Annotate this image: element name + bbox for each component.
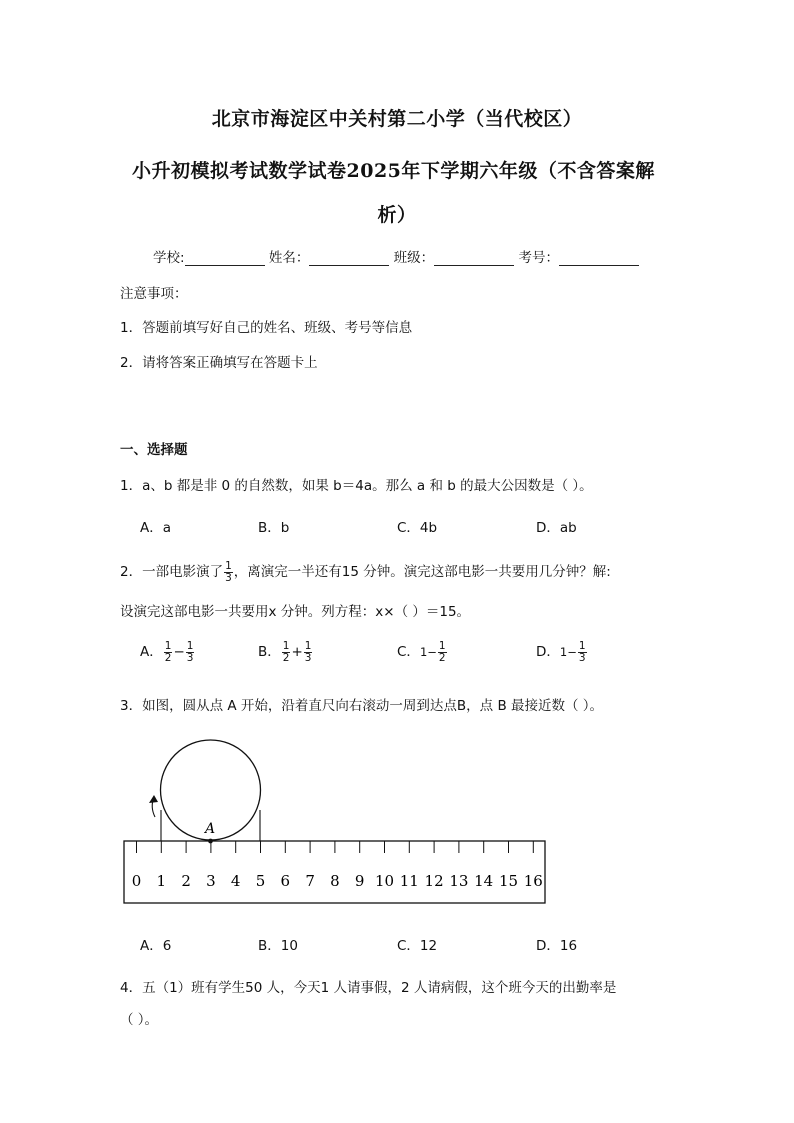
frac-num: 1: [164, 639, 172, 652]
notice-item-2: 2．请将答案正确填写在答题卡上: [120, 355, 318, 371]
ruler-labels: [132, 872, 543, 890]
ruler-number-label: 8: [330, 872, 340, 890]
question-2-line2: 设演完这部电影一共要用x 分钟。列方程：x×（ ）＝15。: [120, 604, 471, 620]
q2-option-d[interactable]: [536, 640, 588, 664]
ruler-number-label: 16: [523, 872, 543, 890]
q2-b-label: B．: [258, 644, 281, 660]
ruler-number-label: 12: [424, 872, 444, 890]
question-4-line1: 4．五（1）班有学生50 人，今天1 人请事假，2 人请病假，这个班今天的出勤率是: [120, 980, 617, 996]
q2-a-frac1: [164, 641, 173, 664]
frac-num: 1: [304, 639, 312, 652]
ruler-number-label: 0: [131, 872, 142, 890]
q2-text-b: ，离演完一半还有15 分钟。演完这部电影一共要用几分钟？解:: [233, 564, 611, 580]
ruler-number-label: 6: [280, 872, 291, 890]
q2-d-frac: [578, 641, 587, 664]
frac-den: 3: [304, 651, 312, 664]
q2-a-frac2: [186, 641, 195, 664]
exam-no-blank[interactable]: [559, 251, 639, 266]
ruler-figure: [110, 735, 560, 910]
school-blank[interactable]: [185, 251, 265, 266]
q2-d-prefix: 1−: [559, 645, 577, 659]
frac-den: 3: [186, 651, 194, 664]
section-heading: 一、选择题: [120, 442, 188, 458]
question-3: 3．如图，圆从点 A 开始，沿着直尺向右滚动一周到达点B，点 B 最接近数（ ）。: [120, 698, 604, 714]
frac-num: 1: [438, 639, 446, 652]
frac-num: 1: [186, 639, 194, 652]
q2-c-prefix: 1−: [419, 645, 437, 659]
ruler-number-label: 10: [374, 872, 395, 890]
q3-option-a[interactable]: A．6: [140, 938, 172, 954]
ruler-number-label: 4: [230, 872, 241, 890]
q2-text-a: 2．一部电影演了: [120, 564, 224, 580]
q3-option-d[interactable]: D．16: [536, 938, 578, 954]
ruler-number-label: 9: [354, 872, 365, 890]
q2-frac-den: 3: [225, 571, 232, 584]
ruler-number-label: 15: [498, 872, 519, 890]
frac-den: 2: [282, 651, 290, 664]
q2-option-a[interactable]: [140, 640, 195, 664]
q2-c-label: C．: [397, 644, 420, 660]
class-label: 班级：: [393, 250, 435, 266]
q2-b-operator: +: [291, 644, 303, 660]
q2-a-operator: −: [173, 644, 185, 660]
q2-b-frac1: [282, 641, 291, 664]
question-4-line2: （ ）。: [120, 1012, 159, 1028]
ruler-number-label: 2: [181, 872, 191, 890]
ruler-number-label: 5: [255, 872, 266, 890]
ruler-number-label: 13: [449, 872, 469, 890]
q1-option-a[interactable]: A．a: [140, 520, 172, 536]
ruler-number-label: 7: [305, 872, 315, 890]
frac-den: 2: [164, 651, 172, 664]
q2-d-label: D．: [536, 644, 560, 660]
frac-num: 1: [282, 639, 290, 652]
q2-frac-num: 1: [225, 559, 232, 572]
q1-option-b[interactable]: B．b: [258, 520, 290, 536]
q2-fraction: [224, 561, 233, 584]
school-label: 学校:: [153, 250, 185, 266]
notice-heading: 注意事项：: [120, 286, 188, 302]
exam-title-line3: 析）: [377, 204, 417, 226]
ruler-ticks: [137, 841, 534, 853]
notice-item-1: 1．答题前填写好自己的姓名、班级、考号等信息: [120, 320, 413, 336]
question-2-line1: [120, 560, 611, 584]
name-label: 姓名：: [268, 250, 310, 266]
ruler-number-label: 11: [399, 872, 419, 890]
q1-option-c[interactable]: C．4b: [397, 520, 438, 536]
q3-option-c[interactable]: C．12: [397, 938, 438, 954]
question-1: 1．a、b 都是非 0 的自然数，如果 b＝4a。那么 a 和 b 的最大公因数是（ ）。: [120, 478, 593, 494]
frac-den: 3: [578, 651, 586, 664]
info-fields: [153, 246, 639, 266]
arrow-head-icon: [149, 795, 158, 803]
ruler-number-label: 14: [474, 872, 494, 890]
q2-c-frac: [438, 641, 447, 664]
class-blank[interactable]: [434, 251, 514, 266]
exam-no-label: 考号：: [518, 250, 559, 266]
frac-den: 2: [438, 651, 446, 664]
exam-title-line2: 小升初模拟考试数学试卷2025年下学期六年级（不含答案解: [132, 160, 655, 182]
q2-a-label: A．: [140, 644, 163, 660]
q1-option-d[interactable]: D．ab: [536, 520, 577, 536]
q2-b-frac2: [304, 641, 313, 664]
q3-option-b[interactable]: B．10: [258, 938, 298, 954]
ruler-number-label: 1: [156, 872, 167, 890]
ruler-number-label: 3: [206, 872, 216, 890]
point-a-label: A: [205, 821, 216, 837]
exam-title-line1: 北京市海淀区中关村第二小学（当代校区）: [211, 108, 583, 130]
name-blank[interactable]: [309, 251, 389, 266]
frac-num: 1: [578, 639, 586, 652]
q2-option-c[interactable]: [397, 640, 448, 664]
q2-option-b[interactable]: [258, 640, 313, 664]
